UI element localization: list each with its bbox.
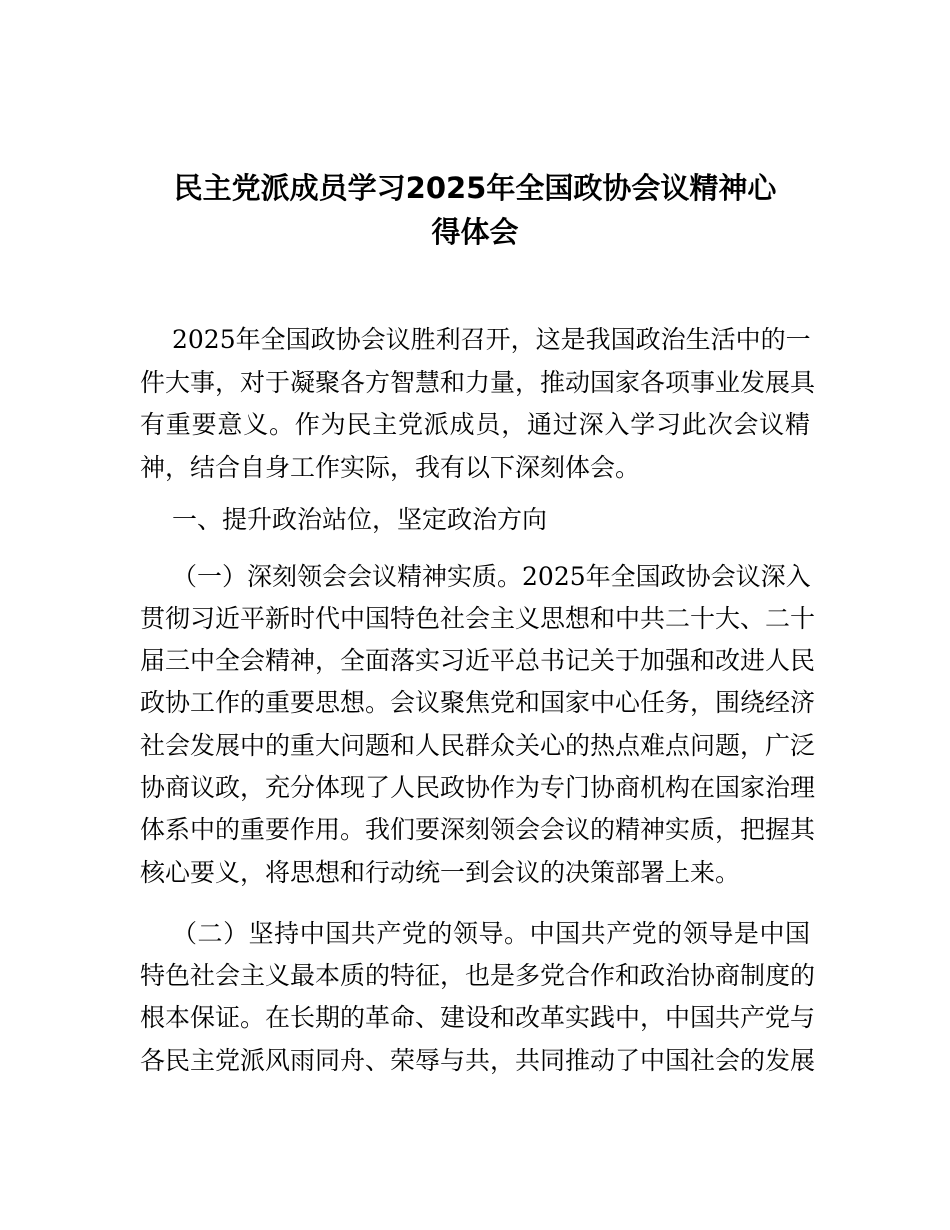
paragraph-line: 神，结合自身工作实际，我有以下深刻体会。 — [140, 453, 641, 482]
paragraph-line: 2025年全国政协会议胜利召开，这是我国政治生活中的一 — [172, 325, 811, 354]
paragraph-line: 届三中全会精神，全面落实习近平总书记关于加强和改进人民 — [140, 646, 816, 675]
paragraph-line: 政协工作的重要思想。会议聚焦党和国家中心任务，围绕经济 — [140, 688, 816, 717]
title-line: 民主党派成员学习2025年全国政协会议精神心 — [173, 171, 777, 205]
title-line: 得体会 — [431, 215, 519, 249]
section-heading: 一、提升政治站位，坚定政治方向 — [172, 505, 548, 534]
paragraph-line: 核心要义，将思想和行动统一到会议的决策部署上来。 — [140, 858, 741, 887]
paragraph-line: 协商议政，充分体现了人民政协作为专门协商机构在国家治理 — [140, 773, 816, 802]
paragraph-line: 有重要意义。作为民主党派成员，通过深入学习此次会议精 — [140, 410, 810, 439]
paragraph-line: 件大事，对于凝聚各方智慧和力量，推动国家各项事业发展具 — [140, 368, 816, 397]
paragraph-line: （一）深刻领会会议精神实质。2025年全国政协会议深入 — [172, 562, 811, 591]
paragraph-line: 特色社会主义最本质的特征，也是多党合作和政治协商制度的 — [140, 961, 816, 990]
paragraph-line: （二）坚持中国共产党的领导。中国共产党的领导是中国 — [172, 919, 810, 948]
paragraph-line: 贯彻习近平新时代中国特色社会主义思想和中共二十大、二十 — [140, 604, 816, 633]
paragraph-line: 根本保证。在长期的革命、建设和改革实践中，中国共产党与 — [140, 1003, 816, 1032]
paragraph-line: 各民主党派风雨同舟、荣辱与共，共同推动了中国社会的发展 — [140, 1046, 816, 1075]
paragraph-line: 社会发展中的重大问题和人民群众关心的热点难点问题，广泛 — [140, 731, 816, 760]
paragraph-line: 体系中的重要作用。我们要深刻领会会议的精神实质，把握其 — [140, 815, 816, 844]
